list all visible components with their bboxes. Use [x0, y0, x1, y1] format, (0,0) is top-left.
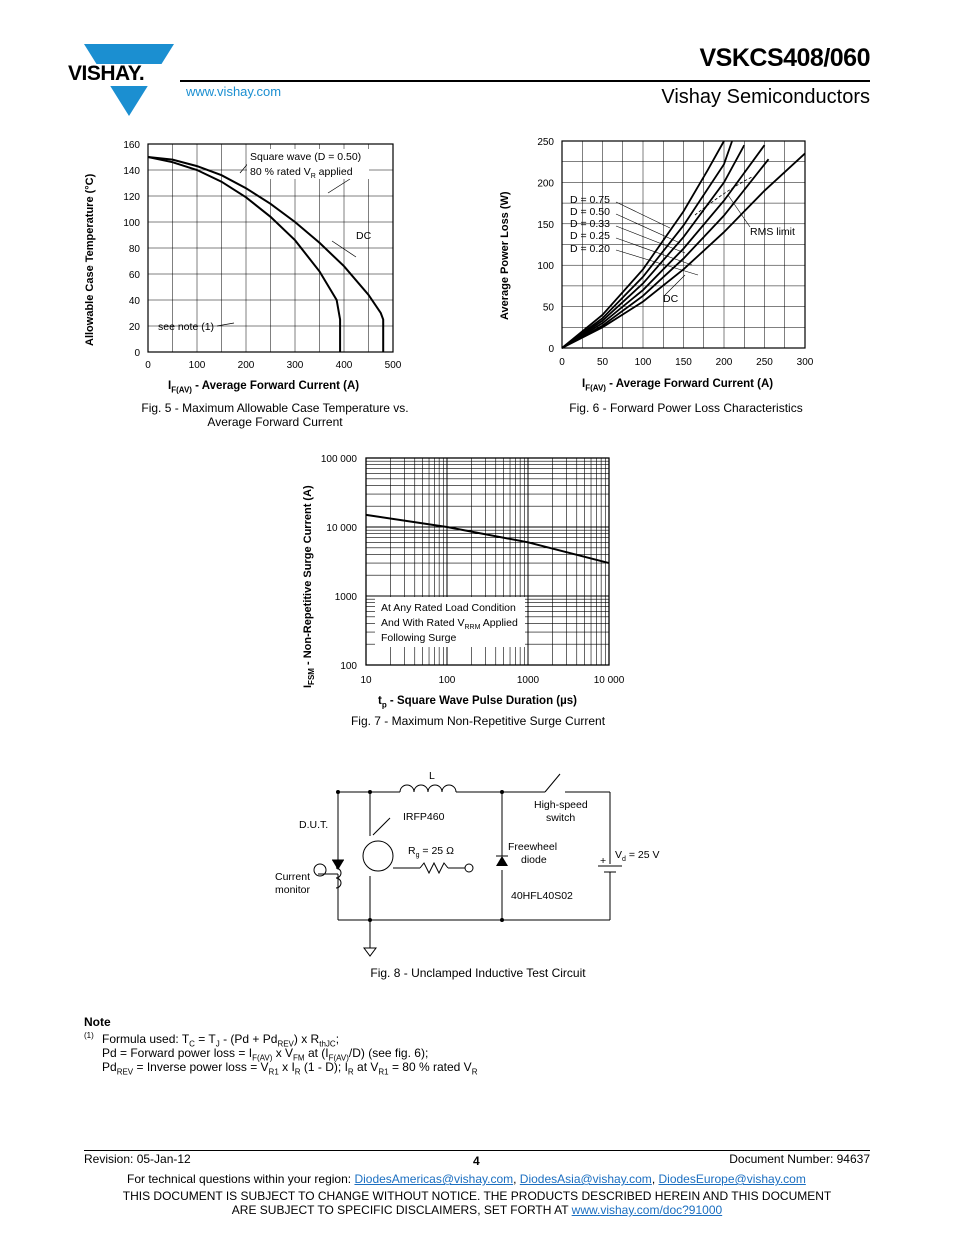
page-title: VSKCS408/060: [699, 44, 870, 72]
fig5-xtick: 100: [188, 360, 206, 371]
fig6-xlabel: $I_{F(AV)}$ - Average Forward Current (A): [582, 378, 774, 393]
fig6-d020: D = 0.20: [570, 243, 610, 255]
note-line2: Pd = Forward power loss = $I_{F(AV)}$ x $V_{FM}$ at $(I_{F(AV)}/D)$ (see fig. 6);: [102, 1046, 429, 1063]
fig6-d025: D = 0.25: [570, 230, 610, 242]
fig5-ylabel: Allowable Case Temperature (°C): [84, 173, 96, 346]
fig7-annotation-1: At Any Rated Load Condition: [381, 602, 516, 614]
fig5-ytick: 60: [128, 270, 140, 281]
fig5-ytick: 160: [123, 140, 140, 151]
fig5-annotation-note: see note (1): [158, 321, 215, 333]
fig6-chart: [520, 135, 820, 375]
fig5-ytick: 0: [134, 348, 140, 359]
email-asia-link[interactable]: DiodesAsia@vishay.com: [519, 1172, 652, 1186]
fig8-dut-label: D.U.T.: [299, 819, 329, 831]
fig8-irfp-label: IRFP460: [403, 811, 445, 823]
email-europe-link[interactable]: DiodesEurope@vishay.com: [658, 1172, 806, 1186]
fig7-series-0: [366, 515, 609, 563]
fig6-dc-label: DC: [663, 293, 679, 305]
fig7-annotation-2: And With Rated $V_{RRM}$ Applied: [381, 617, 518, 632]
fig6-xtick: 200: [715, 357, 733, 368]
fig8-switch-label2: switch: [546, 812, 576, 824]
fig6-caption: Fig. 6 - Forward Power Loss Characteristics: [569, 401, 803, 415]
footer-disclaimer-1: THIS DOCUMENT IS SUBJECT TO CHANGE WITHOUT NOTICE. THE PRODUCTS DESCRIBED HEREIN AND THIS DOCUMENT: [122, 1189, 832, 1203]
freewheel-diode: [496, 856, 508, 866]
fig5-xtick-labels: [145, 360, 402, 371]
fig7-ytick: 100 000: [320, 454, 357, 465]
header-url[interactable]: www.vishay.com: [186, 84, 282, 99]
fig5-xlabel: $I_{F(AV)}$ - Average Forward Current (A): [168, 380, 360, 395]
header-rule: [180, 80, 870, 82]
switch-blade: [545, 774, 560, 792]
fig6-ytick-labels: [537, 137, 554, 355]
email-americas-link[interactable]: DiodesAmericas@vishay.com: [354, 1172, 514, 1186]
fig5-ytick: 120: [123, 192, 140, 203]
fig6-d075: D = 0.75: [570, 194, 610, 206]
fig8-rg-label: $R_g = 25$ Ω: [408, 845, 454, 860]
fig6-ytick: 250: [537, 137, 554, 148]
fig6-xtick: 150: [675, 357, 692, 368]
fig8-current-label1: Current: [275, 871, 311, 883]
fig8-caption: Fig. 8 - Unclamped Inductive Test Circuit: [370, 966, 586, 980]
footer-document-number: Document Number: 94637: [729, 1152, 870, 1166]
fig7-annotation-3: Following Surge: [381, 632, 457, 644]
fig6-ytick: 0: [548, 344, 554, 355]
fig5-annotation-vr: 80 % rated $V_R$ applied: [250, 166, 353, 181]
fig7-xtick: 10: [360, 675, 372, 686]
dut-diode: [332, 860, 344, 870]
fig8-current-label2: monitor: [275, 884, 311, 896]
note-line1: Formula used: $T_C = T_J - (Pd + Pd_{REV})$ x $R_{thJC}$;: [102, 1032, 340, 1049]
fig8-plus-label: +: [600, 855, 607, 867]
footer-disclaimer-2: ARE SUBJECT TO SPECIFIC DISCLAIMERS, SET FORTH AT www.vishay.com/doc?91000: [231, 1203, 723, 1217]
fig5-annotation-dc: DC: [356, 230, 372, 242]
fig6-xtick-labels: [559, 357, 814, 368]
fig5-xtick: 300: [286, 360, 304, 371]
fig7-ylabel: $I_{FSM}$ - Non-Repetitive Surge Current (A): [302, 485, 317, 688]
fig5-ytick: 80: [128, 244, 140, 255]
fig5-ytick: 140: [123, 166, 140, 177]
fig5-annotation-square: Square wave (D = 0.50): [250, 151, 362, 163]
note-line3: $Pd_{REV}$ = Inverse power loss = $V_{R1}$ x $I_R$ (1 - D); $I_R$ at $V_{R1} = 80$ % rated $V_R$: [102, 1060, 478, 1077]
fig7-curves: [366, 515, 609, 563]
fig5-xtick: 0: [145, 360, 151, 371]
fig5-ytick: 20: [128, 322, 140, 333]
fig6-d033: D = 0.33: [570, 218, 610, 230]
inductor: [400, 785, 456, 792]
footer-contact: For technical questions within your region: DiodesAmericas@vishay.com, DiodesAsia@vishay.com, DiodesEurope@vishay.com: [127, 1172, 806, 1186]
gate-resistor: [420, 863, 448, 873]
fig6-rms-label: RMS limit: [750, 226, 795, 238]
vishay-logo: [66, 44, 178, 124]
fig8-diode-part: 40HFL40S02: [511, 890, 573, 902]
fig5-ytick-labels: [123, 140, 140, 359]
footer-page-number: 4: [473, 1154, 480, 1168]
fig7-xtick: 100: [438, 675, 456, 686]
fig6-d050: D = 0.50: [570, 206, 610, 218]
fig8-inductor-label: L: [429, 770, 435, 782]
fig6-xtick: 0: [559, 357, 565, 368]
fig6-xtick: 250: [756, 357, 773, 368]
disclaimer-link[interactable]: www.vishay.com/doc?91000: [571, 1203, 723, 1217]
fig7-ytick: 100: [340, 661, 357, 672]
fig7-caption: Fig. 7 - Maximum Non-Repetitive Surge Current: [350, 714, 606, 728]
fig5-xtick: 500: [384, 360, 402, 371]
note-heading: Note: [84, 1015, 111, 1029]
fig6-xtick: 50: [596, 357, 609, 368]
ground-symbol: [364, 948, 376, 956]
brand-name: VISHAY.: [68, 62, 145, 85]
fig8-vd-label: $V_d = 25$ V: [615, 849, 660, 864]
fig7-ytick: 10 000: [326, 523, 357, 534]
fig6-ytick: 50: [542, 302, 554, 314]
fig7-xtick: 10 000: [593, 675, 625, 686]
fig6-ytick: 200: [537, 178, 554, 190]
fig7-xtick: 1000: [516, 675, 540, 686]
fig6-xtick: 300: [796, 357, 814, 368]
fig7-ytick-labels: [321, 454, 358, 672]
fig8-freewheel-label1: Freewheel: [508, 841, 558, 853]
fig7-ytick: 1000: [334, 592, 357, 603]
fig7-xlabel: $t_p$ - Square Wave Pulse Duration (µs): [378, 695, 577, 710]
fig5-caption: Fig. 5 - Maximum Allowable Case Temperature vs. Average Forward Current: [141, 401, 409, 429]
fig8-freewheel-label2: diode: [521, 854, 547, 866]
page-subtitle: Vishay Semiconductors: [661, 86, 870, 108]
fig5-ytick: 100: [123, 218, 140, 229]
fig7-chart: [320, 450, 630, 690]
note-marker: (1): [84, 1031, 94, 1040]
fig5-xtick: 400: [335, 360, 353, 371]
fig6-ylabel: Average Power Loss (W): [499, 191, 511, 320]
footer-revision: Revision: 05-Jan-12: [84, 1152, 191, 1166]
fig8-switch-label1: High-speed: [534, 799, 588, 811]
fig6-xtick: 100: [634, 357, 652, 368]
fig6-ytick: 100: [537, 261, 554, 273]
fig5-ytick: 40: [128, 296, 140, 307]
fig7-xtick-labels: [360, 675, 624, 686]
fig6-ytick: 150: [537, 219, 554, 231]
fig5-xtick: 200: [237, 360, 255, 371]
footer-rule: [84, 1150, 870, 1151]
